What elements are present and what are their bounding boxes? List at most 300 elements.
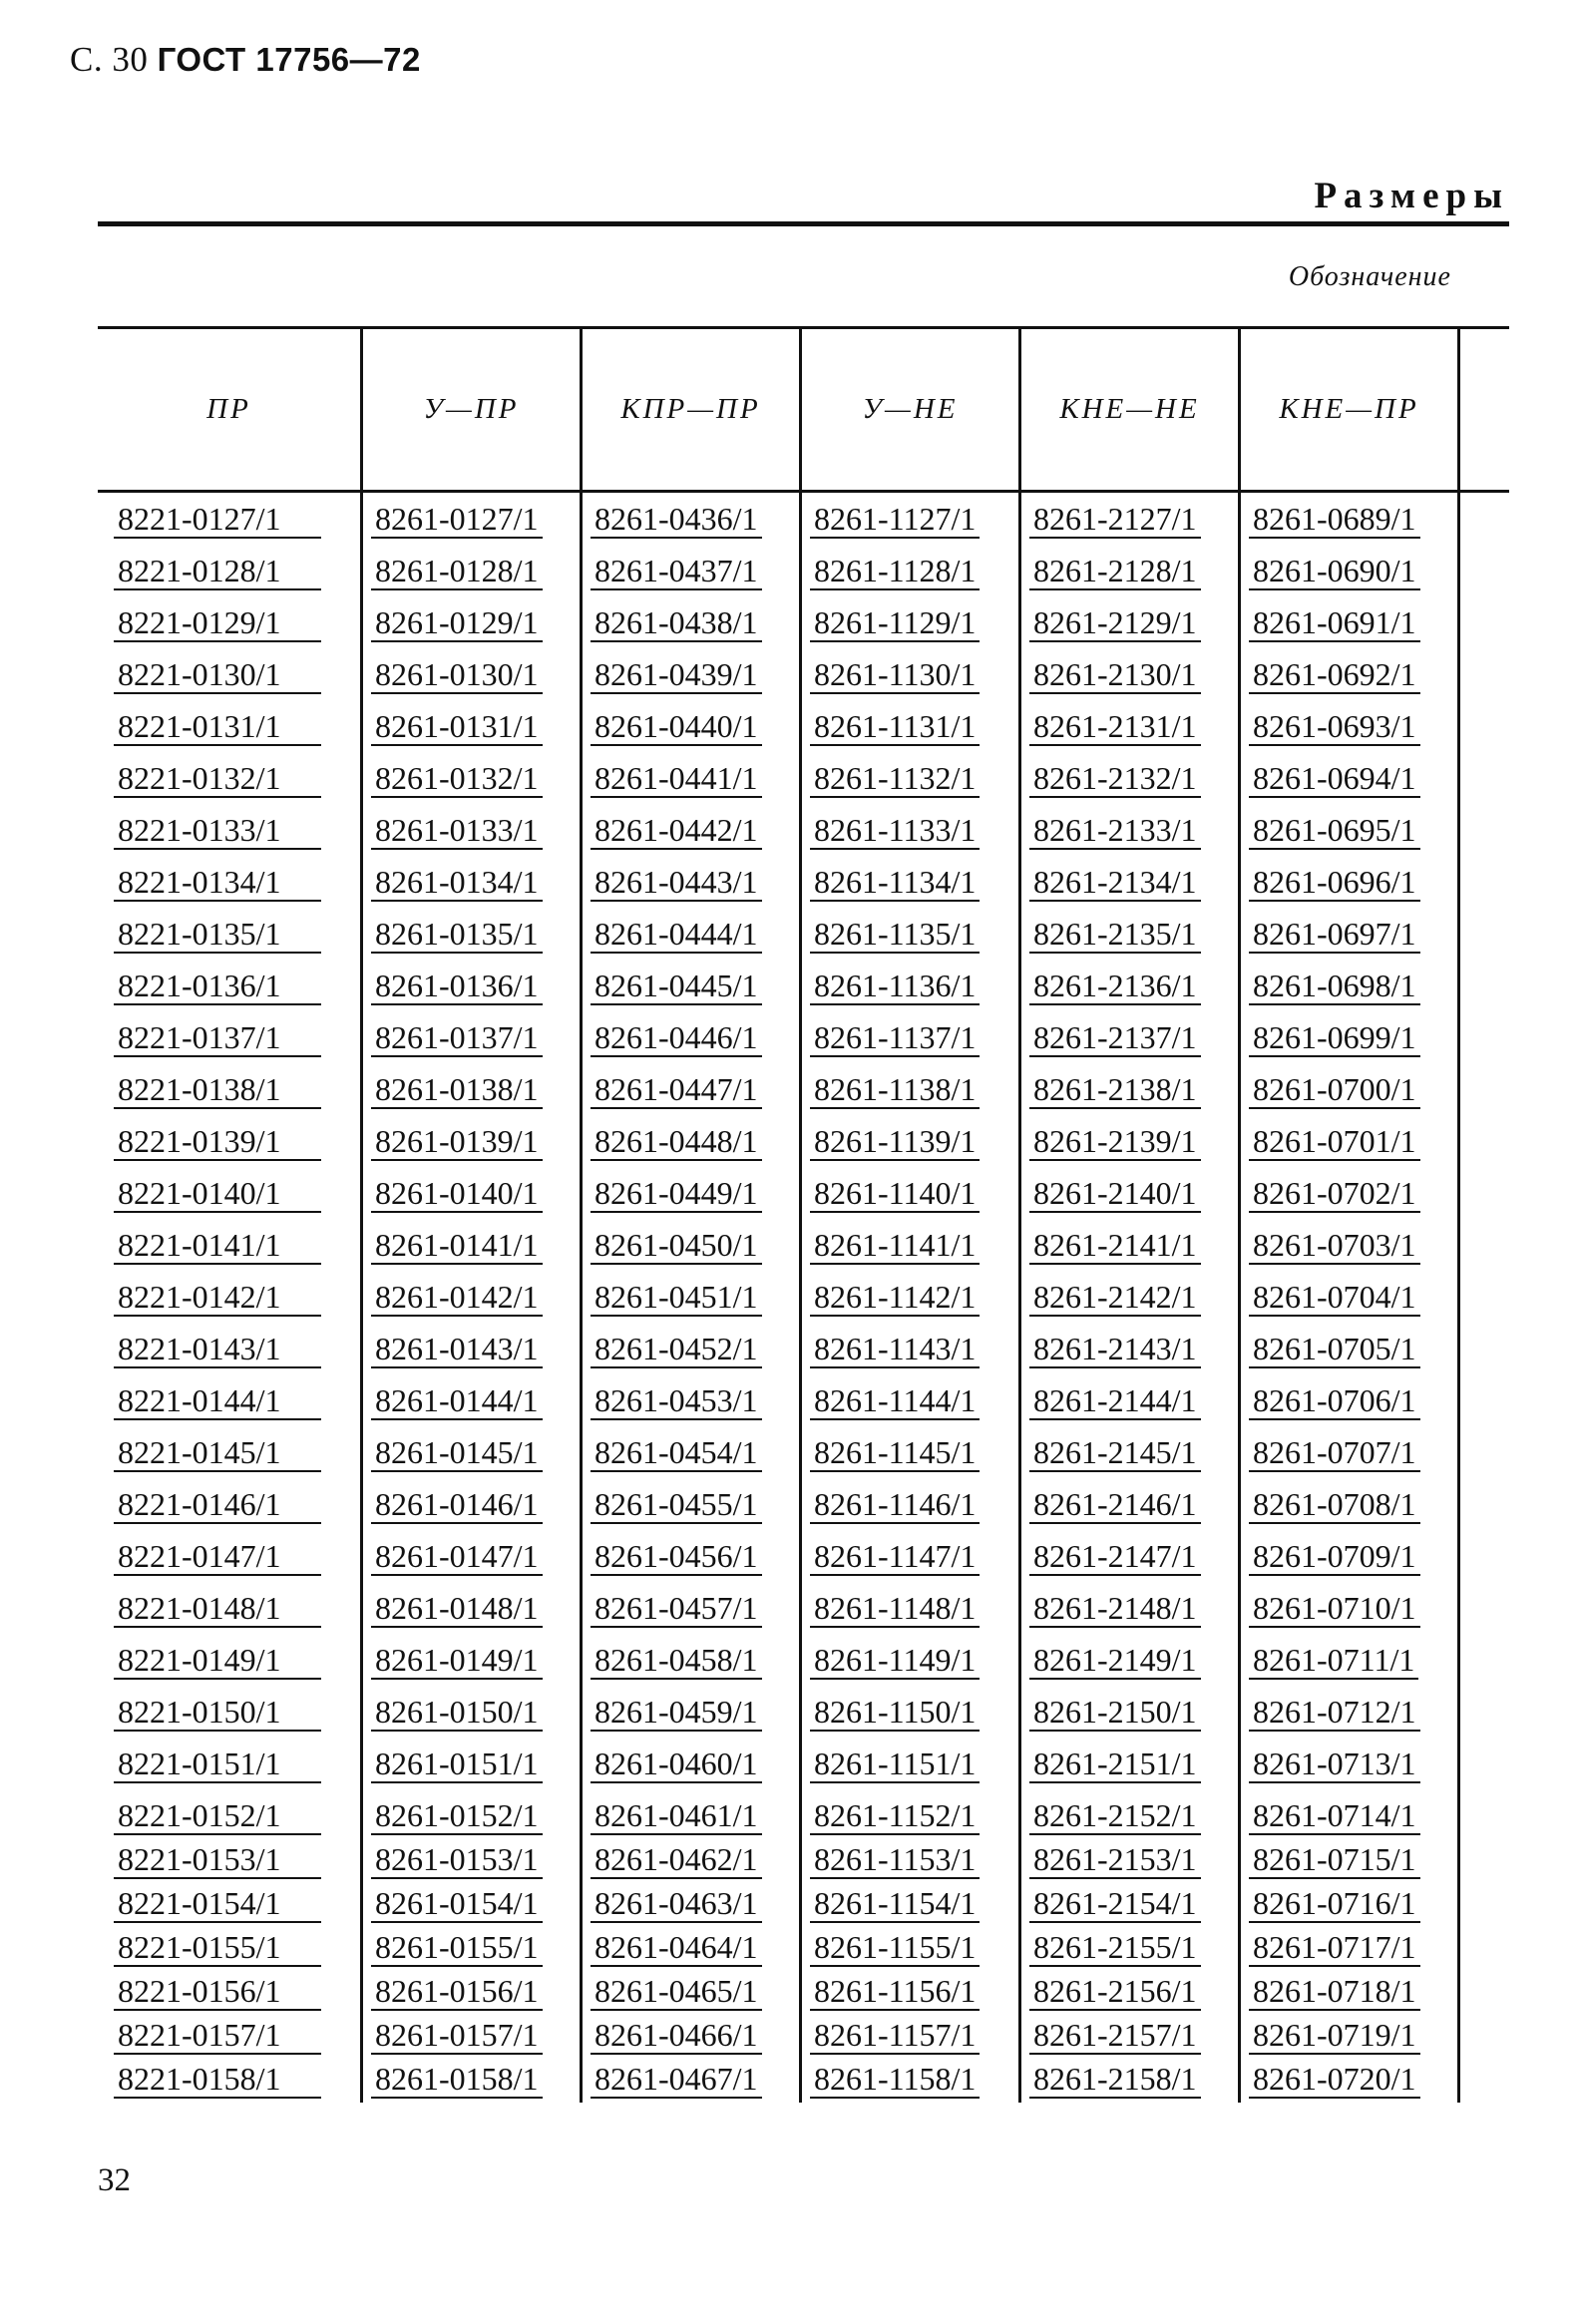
table-cell [98,802,363,854]
table-row [98,1061,1499,1113]
cell-value: 8261-0709/1 [1249,1540,1420,1576]
column-header-pr: ПР [98,329,363,490]
table-cell [98,1787,363,1839]
table-cell [802,1269,1021,1321]
table-row [98,2059,1499,2103]
table-row [98,1217,1499,1269]
cell-value: 8221-0138/1 [114,1073,321,1109]
table-cell [1021,543,1241,594]
cell-value: 8261-0455/1 [591,1488,762,1524]
table-cell [98,1061,363,1113]
cell-value: 8221-0134/1 [114,866,321,902]
table-cell [363,1113,583,1165]
table-cell [1021,1839,1241,1883]
cell-value: 8261-0143/1 [371,1333,543,1368]
cell-value: 8221-0152/1 [114,1799,321,1835]
table-cell [363,698,583,750]
cell-value: 8261-2140/1 [1029,1177,1201,1213]
table-row [98,1009,1499,1061]
table-cell [583,698,802,750]
cell-value: 8261-0695/1 [1249,814,1420,850]
cell-value: 8261-2144/1 [1029,1384,1201,1420]
table-cell [1021,1736,1241,1787]
column-header-kne-pr: КНЕ—ПР [1241,329,1460,490]
table-cell [98,750,363,802]
table-cell [98,1476,363,1528]
table-cell [1021,1580,1241,1632]
table-cell [1241,1839,1460,1883]
cell-value: 8261-0458/1 [591,1644,762,1680]
cell-value: 8261-1135/1 [810,918,980,954]
table-cell [1021,1372,1241,1424]
table-cell [583,1372,802,1424]
table-row [98,958,1499,1009]
table-cell [583,1217,802,1269]
cell-value: 8221-0140/1 [114,1177,321,1213]
cell-value: 8261-0701/1 [1249,1125,1420,1161]
table-cell [802,1839,1021,1883]
cell-value: 8261-0717/1 [1249,1931,1420,1967]
cell-value: 8261-0137/1 [371,1021,543,1057]
table-cell [98,1528,363,1580]
table-cell [583,1927,802,1971]
table-cell [1241,2015,1460,2059]
table-cell [1241,698,1460,750]
cell-value: 8221-0155/1 [114,1931,321,1967]
cell-value: 8261-0461/1 [591,1799,762,1835]
cell-value: 8261-0457/1 [591,1592,762,1628]
cell-value: 8261-2131/1 [1029,710,1201,746]
cell-value: 8261-0707/1 [1249,1436,1420,1472]
cell-value: 8261-0696/1 [1249,866,1420,902]
table-cell [583,491,802,543]
table-cell [1241,1528,1460,1580]
table-cell [1021,906,1241,958]
table-row [98,1839,1499,1883]
table-cell [802,1632,1021,1684]
cell-value: 8261-1140/1 [810,1177,980,1213]
table-cell [802,1165,1021,1217]
cell-value: 8261-0147/1 [371,1540,543,1576]
page-number: 32 [98,2162,131,2198]
cell-value: 8261-0718/1 [1249,1975,1420,2011]
cell-value: 8261-1144/1 [810,1384,980,1420]
cell-value: 8261-0138/1 [371,1073,543,1109]
table-cell [802,1424,1021,1476]
table-cell [363,750,583,802]
table-cell [98,1632,363,1684]
cell-value: 8261-1137/1 [810,1021,980,1057]
cell-value: 8261-1128/1 [810,555,980,590]
cell-value: 8261-0463/1 [591,1887,762,1923]
cell-value: 8261-0151/1 [371,1747,543,1783]
cell-value: 8261-2138/1 [1029,1073,1201,1109]
table-cell [1241,1787,1460,1839]
cell-value: 8261-0148/1 [371,1592,543,1628]
table-cell [98,1839,363,1883]
cell-value: 8261-1152/1 [810,1799,980,1835]
cell-value: 8221-0128/1 [114,555,321,590]
table-cell [363,646,583,698]
cell-value: 8261-0155/1 [371,1931,543,1967]
cell-value: 8261-0460/1 [591,1747,762,1783]
table-cell [98,698,363,750]
cell-value: 8261-0442/1 [591,814,762,850]
cell-value: 8261-0693/1 [1249,710,1420,746]
table-cell [98,1580,363,1632]
cell-value: 8221-0144/1 [114,1384,321,1420]
table-cell [802,1787,1021,1839]
cell-value: 8221-0127/1 [114,503,321,539]
table-cell [583,1839,802,1883]
table-cell [98,1269,363,1321]
cell-value: 8261-2128/1 [1029,555,1201,590]
cell-value: 8221-0158/1 [114,2063,321,2099]
cell-value: 8261-0127/1 [371,503,543,539]
table-row [98,698,1499,750]
table-cell [363,1927,583,1971]
cell-value: 8221-0154/1 [114,1887,321,1923]
table-cell [802,1217,1021,1269]
cell-value: 8261-1149/1 [810,1644,980,1680]
table-cell [583,1113,802,1165]
page-ref: С. 30 [70,40,149,79]
table-cell [583,1269,802,1321]
cell-value: 8261-1158/1 [810,2063,980,2099]
cell-value: 8221-0131/1 [114,710,321,746]
table-cell [802,854,1021,906]
table-cell [802,1372,1021,1424]
cell-value: 8261-0133/1 [371,814,543,850]
table-cell [1241,543,1460,594]
cell-value: 8261-1139/1 [810,1125,980,1161]
table-cell [583,1580,802,1632]
table-cell [1021,646,1241,698]
table-row [98,1684,1499,1736]
cell-value: 8261-0716/1 [1249,1887,1420,1923]
column-header-u-pr: У—ПР [363,329,583,490]
table-row [98,1580,1499,1632]
cell-value: 8221-0135/1 [114,918,321,954]
cell-value: 8261-0142/1 [371,1281,543,1317]
table-cell [1021,1269,1241,1321]
table-cell [583,1061,802,1113]
cell-value: 8221-0146/1 [114,1488,321,1524]
table-cell [583,1787,802,1839]
cell-value: 8261-0135/1 [371,918,543,954]
table-cell [1021,854,1241,906]
cell-value: 8221-0149/1 [114,1644,321,1680]
table-cell [1241,1632,1460,1684]
table-cell [1021,1009,1241,1061]
table-cell [1021,1927,1241,1971]
table-cell [583,1632,802,1684]
table-cell [363,1787,583,1839]
cell-value: 8261-2139/1 [1029,1125,1201,1161]
table-cell [363,1217,583,1269]
table-cell [1021,750,1241,802]
table-cell [98,1736,363,1787]
cell-value: 8261-0130/1 [371,658,543,694]
table-cell [1021,1165,1241,1217]
table-cell [1021,2015,1241,2059]
table-cell [1021,1476,1241,1528]
cell-value: 8261-1147/1 [810,1540,980,1576]
table-cell [1241,646,1460,698]
cell-value: 8261-0689/1 [1249,503,1420,539]
cell-value: 8261-0153/1 [371,1843,543,1879]
table-row [98,543,1499,594]
cell-value: 8261-0445/1 [591,969,762,1005]
table-cell [802,750,1021,802]
table-cell [802,1580,1021,1632]
table-cell [1241,1684,1460,1736]
cell-value: 8221-0143/1 [114,1333,321,1368]
table-cell [1021,491,1241,543]
cell-value: 8261-0705/1 [1249,1333,1420,1368]
table-cell [98,1424,363,1476]
table-row [98,2015,1499,2059]
table-cell [98,1684,363,1736]
cell-value: 8261-0128/1 [371,555,543,590]
cell-value: 8261-0452/1 [591,1333,762,1368]
table-cell [1241,1165,1460,1217]
cell-value: 8261-0453/1 [591,1384,762,1420]
table-row [98,646,1499,698]
page-header [70,40,421,80]
table-cell [802,1061,1021,1113]
table-cell [1241,1883,1460,1927]
cell-value: 8261-1157/1 [810,2019,980,2055]
cell-value: 8261-0715/1 [1249,1843,1420,1879]
header-row [98,329,1499,490]
table-cell [583,1736,802,1787]
cell-value: 8261-2127/1 [1029,503,1201,539]
table-row [98,1269,1499,1321]
cell-value: 8261-2151/1 [1029,1747,1201,1783]
table-row [98,1424,1499,1476]
table-caption: Обозначение [1288,261,1451,292]
cell-value: 8261-1142/1 [810,1281,980,1317]
cell-value: 8261-0711/1 [1249,1644,1418,1680]
cell-value: 8261-2143/1 [1029,1333,1201,1368]
cell-value: 8261-0439/1 [591,658,762,694]
table-cell [98,1321,363,1372]
cell-value: 8261-0719/1 [1249,2019,1420,2055]
table-cell [1021,958,1241,1009]
cell-value: 8261-0450/1 [591,1229,762,1265]
table-cell [1021,698,1241,750]
table-cell [1241,1372,1460,1424]
cell-value: 8261-1155/1 [810,1931,980,1967]
cell-value: 8261-1154/1 [810,1887,980,1923]
cell-value: 8261-2130/1 [1029,658,1201,694]
table-cell [1241,1424,1460,1476]
table-cell [583,1971,802,2015]
cell-value: 8261-2148/1 [1029,1592,1201,1628]
cell-value: 8221-0151/1 [114,1747,321,1783]
table-cell [363,1632,583,1684]
cell-value: 8261-1156/1 [810,1975,980,2011]
table-cell [98,1372,363,1424]
cell-value: 8261-0443/1 [591,866,762,902]
cell-value: 8261-0132/1 [371,762,543,798]
table-cell [802,1476,1021,1528]
table-cell [1021,1113,1241,1165]
table-cell [1021,1883,1241,1927]
table-cell [583,854,802,906]
table-cell [583,1424,802,1476]
cell-value: 8261-1145/1 [810,1436,980,1472]
cell-value: 8261-2152/1 [1029,1799,1201,1835]
cell-value: 8261-0444/1 [591,918,762,954]
section-title: Размеры [1314,176,1509,216]
cell-value: 8261-2145/1 [1029,1436,1201,1472]
cell-value: 8261-0467/1 [591,2063,762,2099]
table-cell [802,491,1021,543]
cell-value: 8261-1134/1 [810,866,980,902]
table-cell [1241,802,1460,854]
table-cell [583,2059,802,2103]
cell-value: 8261-0713/1 [1249,1747,1420,1783]
table-row [98,594,1499,646]
table-row [98,1736,1499,1787]
table-cell [802,698,1021,750]
cell-value: 8261-0134/1 [371,866,543,902]
table-cell [98,1217,363,1269]
cell-value: 8221-0157/1 [114,2019,321,2055]
table-cell [802,1528,1021,1580]
table-cell [802,958,1021,1009]
table-cell [98,1009,363,1061]
table-cell [98,2059,363,2103]
table-cell [1021,1528,1241,1580]
table-cell [363,1372,583,1424]
cell-value: 8261-0720/1 [1249,2063,1420,2099]
cell-value: 8261-0698/1 [1249,969,1420,1005]
table-cell [363,1736,583,1787]
table-cell [802,594,1021,646]
table-cell [1021,1217,1241,1269]
table-cell [1241,1971,1460,2015]
table-cell [363,906,583,958]
table-cell [583,1009,802,1061]
cell-value: 8261-1146/1 [810,1488,980,1524]
table-cell [363,1009,583,1061]
cell-value: 8261-0440/1 [591,710,762,746]
table-cell [802,1736,1021,1787]
table-row [98,1927,1499,1971]
table-cell [583,906,802,958]
cell-value: 8261-0441/1 [591,762,762,798]
table-cell [98,646,363,698]
table-cell [1021,802,1241,854]
cell-value: 8261-0699/1 [1249,1021,1420,1057]
cell-value: 8261-0464/1 [591,1931,762,1967]
table-cell [802,1321,1021,1372]
cell-value: 8261-2157/1 [1029,2019,1201,2055]
column-header-kne-ne: КНЕ—НЕ [1021,329,1241,490]
table-cell [98,543,363,594]
table-cell [1241,750,1460,802]
table-row [98,802,1499,854]
top-rule [98,221,1509,226]
table-cell [98,1113,363,1165]
cell-value: 8221-0156/1 [114,1975,321,2011]
cell-value: 8261-2158/1 [1029,2063,1201,2099]
table-cell [802,802,1021,854]
table-row [98,1165,1499,1217]
cell-value: 8221-0137/1 [114,1021,321,1057]
cell-value: 8261-0447/1 [591,1073,762,1109]
table-cell [1241,1321,1460,1372]
table-cell [802,906,1021,958]
table-cell [363,1684,583,1736]
cell-value: 8261-0706/1 [1249,1384,1420,1420]
cell-value: 8261-2154/1 [1029,1887,1201,1923]
table-cell [1241,854,1460,906]
cell-value: 8221-0142/1 [114,1281,321,1317]
table-cell [583,1321,802,1372]
cell-value: 8261-0145/1 [371,1436,543,1472]
table-cell [583,1528,802,1580]
cell-value: 8261-2142/1 [1029,1281,1201,1317]
cell-value: 8261-0136/1 [371,969,543,1005]
cell-value: 8261-0454/1 [591,1436,762,1472]
table-cell [363,1165,583,1217]
table-cell [363,1424,583,1476]
cell-value: 8261-0692/1 [1249,658,1420,694]
cell-value: 8261-2155/1 [1029,1931,1201,1967]
standard-number: ГОСТ 17756—72 [157,41,421,78]
table-row [98,750,1499,802]
cell-value: 8221-0136/1 [114,969,321,1005]
cell-value: 8261-1141/1 [810,1229,980,1265]
cell-value: 8261-0438/1 [591,606,762,642]
table-cell [1021,1424,1241,1476]
table-cell [1021,1321,1241,1372]
table-row [98,491,1499,543]
table-cell [1241,1736,1460,1787]
cell-value: 8261-0437/1 [591,555,762,590]
table-cell [363,1476,583,1528]
table-cell [363,1971,583,2015]
cell-value: 8261-1136/1 [810,969,980,1005]
cell-value: 8261-0146/1 [371,1488,543,1524]
cell-value: 8261-0714/1 [1249,1799,1420,1835]
table-cell [363,1269,583,1321]
cell-value: 8261-0129/1 [371,606,543,642]
table-cell [363,543,583,594]
table-cell [1241,1927,1460,1971]
table-cell [363,958,583,1009]
cell-value: 8261-1151/1 [810,1747,980,1783]
table-cell [363,1321,583,1372]
cell-value: 8221-0153/1 [114,1843,321,1879]
cell-value: 8221-0147/1 [114,1540,321,1576]
table-cell [98,1165,363,1217]
table-cell [363,1580,583,1632]
table-cell [583,958,802,1009]
cell-value: 8261-1153/1 [810,1843,980,1879]
cell-value: 8261-0700/1 [1249,1073,1420,1109]
cell-value: 8261-0459/1 [591,1696,762,1732]
cell-value: 8261-2132/1 [1029,762,1201,798]
cell-value: 8221-0141/1 [114,1229,321,1265]
table-cell [802,1009,1021,1061]
cell-value: 8221-0148/1 [114,1592,321,1628]
table-cell [363,491,583,543]
